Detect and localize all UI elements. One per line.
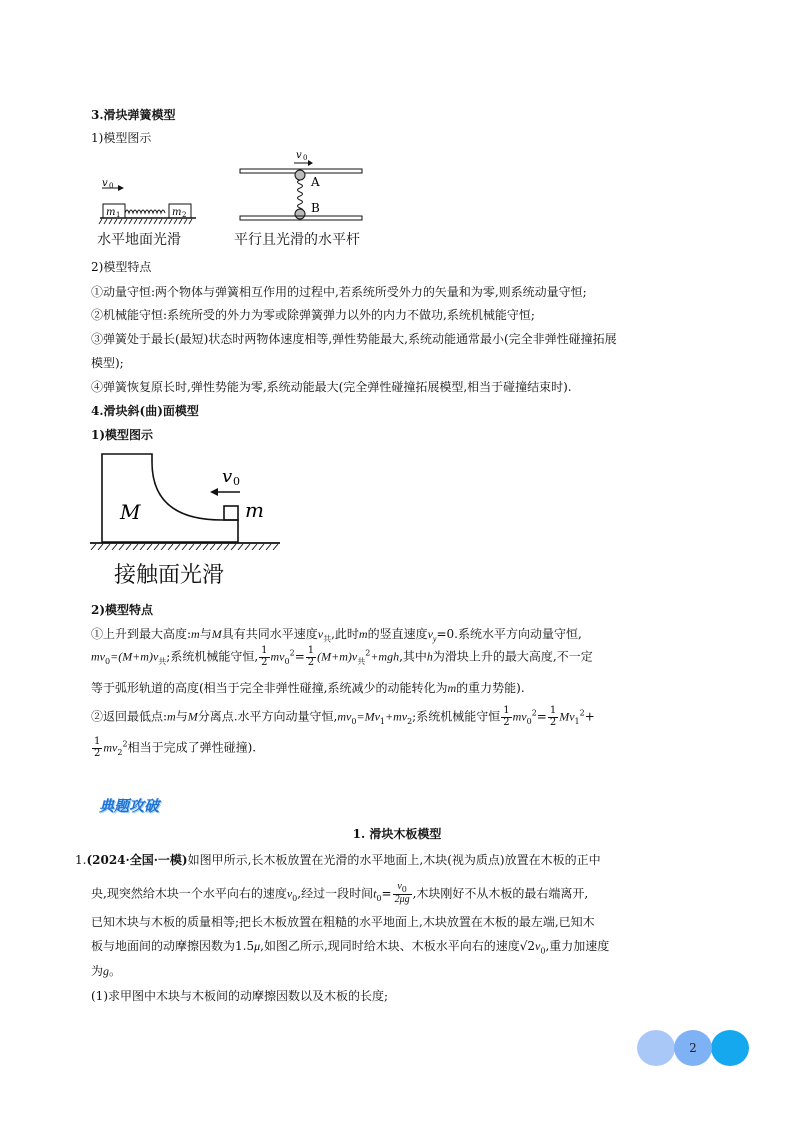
frac-num: 1 [549,705,557,716]
q2-text: ;系统机械能守恒 [412,709,501,724]
q2-eq: =Mv [356,709,380,724]
q2-var: M [187,709,198,724]
frac-den: 2 [261,656,268,668]
fig-left-m2: m [172,207,182,218]
q1-text: 与 [199,627,212,641]
fraction-t0 [393,882,412,906]
fig-left-m2-sub: 2 [182,211,187,219]
frac-num [393,882,412,895]
q1-text: =0.系统水平方向动量守恒, [436,627,582,641]
q1b-sub: 共 [357,656,366,666]
problem-text: ,如图乙所示,现同时给木块、木板水平向右的速度 [260,939,520,953]
frac-num: 1 [94,736,101,747]
fig-right-a: A [311,175,320,189]
q1-sub: y [432,634,437,644]
problem-text: 央,现突然给木块一个水平向右的速度 [91,886,287,901]
problem-question-1: (1)求甲图中木块与木板间的动摩擦因数以及木板的长度; [91,989,389,1003]
fig-left-m1: m [106,207,116,218]
q2-eq: = [536,709,547,724]
q1b-eq: mv [270,649,285,664]
fig-v-sub: 0 [233,475,240,488]
problem-text: 为 [91,964,104,978]
problem-text: 如图甲所示,长木板放置在光滑的水平地面上,木块(视为质点)放置在木板的正中 [187,853,601,867]
fig-right-b: B [311,201,320,215]
section3-sub1: 1)模型图示 [91,131,152,145]
q2-text: ②返回最低点: [91,709,168,724]
q1b-eq: +mgh [370,649,400,664]
q1b-eq: (M+m)v [317,649,358,664]
q1-var-M: M [211,627,222,641]
q2-text: 分离点.水平方向动量守恒, [197,709,338,724]
q1b-text: 为滑块上升的最大高度,不一定 [432,649,593,664]
frac-den: 2 [503,716,510,728]
fig-right-v-label: v [296,150,302,161]
fig-left-v-label: v [102,178,108,189]
problem-text: 。 [109,964,122,978]
q1c-text: 等于弧形轨道的高度(相当于完全非弹性碰撞,系统减少的动能转化为 [91,681,448,695]
frac-den: 2 [307,656,315,668]
fig-v-label: v [222,466,233,487]
fraction-half [259,646,269,668]
q2b-eq: mv [103,740,118,755]
badge-circle [711,1030,749,1066]
fig-left-v-sub: 0 [109,182,114,190]
q2-sub: 1 [574,716,580,726]
var-v: v [535,939,541,953]
problem-line1 [75,851,601,868]
sub: 0 [292,893,298,903]
problem-line5 [91,962,121,979]
q1-text: ①上升到最大高度: [91,627,192,641]
frac-num: 1 [307,645,315,656]
problem-text: ,重力加速度 [545,939,610,953]
q2b-sub: 2 [117,747,123,757]
parallel-bars-figure [236,148,366,230]
q1b-eq: =(M+m)v [110,649,159,664]
fraction-half [92,737,102,759]
fig-left-caption: 水平地面光滑 [97,232,181,248]
section4-q1-line1 [91,625,582,644]
q2-eq: +mv [384,709,408,724]
q1-text: 具有共同水平速度 [221,627,318,641]
frac-den: 2μg [394,894,410,906]
curved-slope-figure [90,452,290,550]
q1b-sup: 2 [365,648,371,658]
frac-num: 1 [261,645,268,656]
q1c-var-m: m [447,681,457,695]
q1b-sub: 共 [158,656,167,666]
eq: = [381,886,392,901]
section4-q1-line2 [91,646,593,668]
frac-num: 1 [503,705,510,716]
problem-line2 [91,882,588,906]
q2-eq: Mv [559,709,575,724]
page-number-badge [637,1030,749,1066]
page-number: 2 [689,1041,697,1055]
section3-p1: ①动量守恒:两个物体与弹簧相互作用的过程中,若系统所受外力的矢量和为零,则系统动量守恒; [91,285,587,299]
q2-sub: 1 [379,716,385,726]
q1-text: ,此时 [331,627,359,641]
q1-var-v: v [317,627,324,641]
problem-line4 [91,937,609,955]
problem-text: ,木块刚好不从木板的最右端离开, [412,886,589,901]
q2-eq: + [584,709,595,724]
frac-den: 2 [94,747,101,759]
frac-num-var: v [397,881,402,892]
q1b-text: ;系统机械能守恒, [166,649,259,664]
problem-text: 板与地面间的动摩擦因数为1.5 [91,939,255,953]
var-g: g [103,964,110,978]
q2-eq: mv [512,709,527,724]
fig-m-label: m [245,498,264,522]
q2b-text: 相当于完成了弹性碰撞). [127,740,257,755]
fig-right-caption: 平行且光滑的水平杆 [234,232,360,248]
section3-p4: ④弹簧恢复原长时,弹性势能为零,系统动能最大(完全弹性碰撞拓展模型,相当于碰撞结束时). [91,380,572,394]
var-mu: μ [254,939,261,953]
q2-var: m [167,709,176,724]
subsection-title: 1. 滑块木板模型 [352,827,442,841]
q2-sub: 0 [351,716,357,726]
q1b-sup: 2 [289,648,295,658]
sub: 0 [401,885,407,894]
q1b-eq: mv [91,649,105,664]
sqrt-two: √2 [519,939,536,953]
q1b-sub: 0 [105,656,111,666]
q1-var-m: m [358,627,368,641]
q1-text: 的竖直速度 [367,627,428,641]
frac-den: 2 [549,716,557,728]
fig-M-label: M [120,500,141,524]
section4-q2-line1 [91,706,595,728]
q2b-sup: 2 [122,739,128,749]
sub: 0 [376,893,382,903]
section4-q2-line2 [91,737,256,759]
problem-line3: 已知木块与木板的质量相等;把长木板放置在粗糙的水平地面上,木块放置在木板的最左端,已知木 [91,915,595,929]
q2-sup: 2 [531,708,537,718]
q1-var-m: m [191,627,200,641]
q1b-eq: = [294,649,305,664]
q2-sup: 2 [579,708,585,718]
section4-q1-line3 [91,679,525,696]
section4-sub1: 1)模型图示 [91,428,154,442]
fraction-half [501,706,511,728]
var-t0: t [373,886,377,901]
section3-title: 3.滑块弹簧模型 [91,108,176,122]
q1b-sub: 0 [284,656,290,666]
badge-circle [637,1030,675,1066]
fig-right-v-sub: 0 [303,154,308,162]
section3-sub2: 2)模型特点 [91,260,152,274]
q1-var-vy: v [427,627,433,641]
q2-sub: 2 [407,716,413,726]
q1b-text: ,其中 [399,649,427,664]
q2-eq: mv [337,709,352,724]
section3-p2: ②机械能守恒:系统所受的外力为零或除弹簧弹力以外的内力不做功,系统机械能守恒; [91,308,535,322]
section4-title: 4.滑块斜(曲)面模型 [91,404,199,418]
var-v0: v [286,886,293,901]
section3-p3a: ③弹簧处于最长(最短)状态时两物体速度相等,弹性势能最大,系统动能通常最小(完全非弹性碰撞拓展 [91,332,617,346]
q1b-var-h: h [426,649,433,664]
fig-left-m1-sub: 1 [116,211,121,219]
fraction-half [548,706,558,728]
fig-caption-smooth: 接触面光滑 [114,563,225,588]
q1-sub: 共 [323,634,332,644]
section3-p3b: 模型); [91,356,124,370]
q2-sub: 0 [526,716,532,726]
fraction-half [306,646,316,668]
section4-sub2: 2)模型特点 [91,603,154,617]
sub: 0 [540,946,546,956]
problem-source: (2024·全国·一模) [86,853,188,867]
problem-number: 1. [75,853,87,867]
q2-text: 与 [175,709,188,724]
banner-title: 典题攻破 [99,797,160,815]
q1c-text: 的重力势能). [456,681,525,695]
problem-text: ,经过一段时间 [297,886,374,901]
